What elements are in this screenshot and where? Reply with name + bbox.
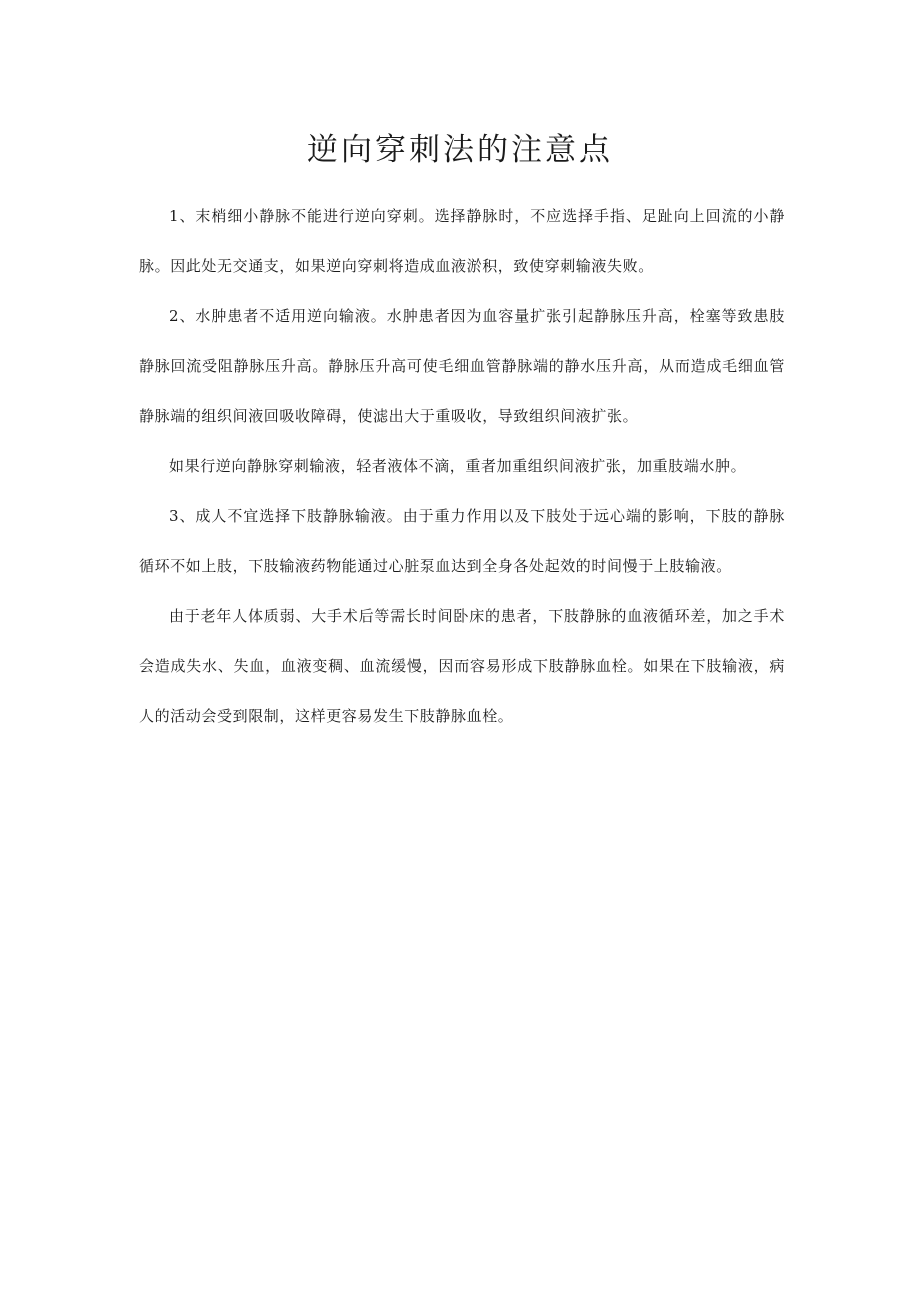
- paragraph-4: 3、成人不宜选择下肢静脉输液。由于重力作用以及下肢处于远心端的影响，下肢的静脉循环不如上肢，下肢输液药物能通过心脏泵血达到全身各处起效的时间慢于上肢输液。: [139, 507, 785, 575]
- paragraph-3: 如果行逆向静脉穿刺输液，轻者液体不滴，重者加重组织间液扩张，加重肢端水肿。: [169, 457, 747, 475]
- paragraph-1: 1、末梢细小静脉不能进行逆向穿刺。选择静脉时，不应选择手指、足趾向上回流的小静脉。因此处无交通支，如果逆向穿刺将造成血液淤积，致使穿刺输液失败。: [139, 207, 785, 275]
- page-title: 逆向穿刺法的注意点: [307, 132, 613, 168]
- paragraph-2: 2、水肿患者不适用逆向输液。水肿患者因为血容量扩张引起静脉压升高，栓塞等致患肢静脉回流受阻静脉压升高。静脉压升高可使毛细血管静脉端的静水压升高，从而造成毛细血管静脉端的组织间液回吸收障碍，使滤出大于重吸收，导致组织间液扩张。: [139, 307, 785, 425]
- document-body: [139, 191, 785, 741]
- paragraph-5: 由于老年人体质弱、大手术后等需长时间卧床的患者，下肢静脉的血液循环差，加之手术会造成失水、失血，血液变稠、血流缓慢，因而容易形成下肢静脉血栓。如果在下肢输液，病人的活动会受到限制，这样更容易发生下肢静脉血栓。: [139, 607, 785, 725]
